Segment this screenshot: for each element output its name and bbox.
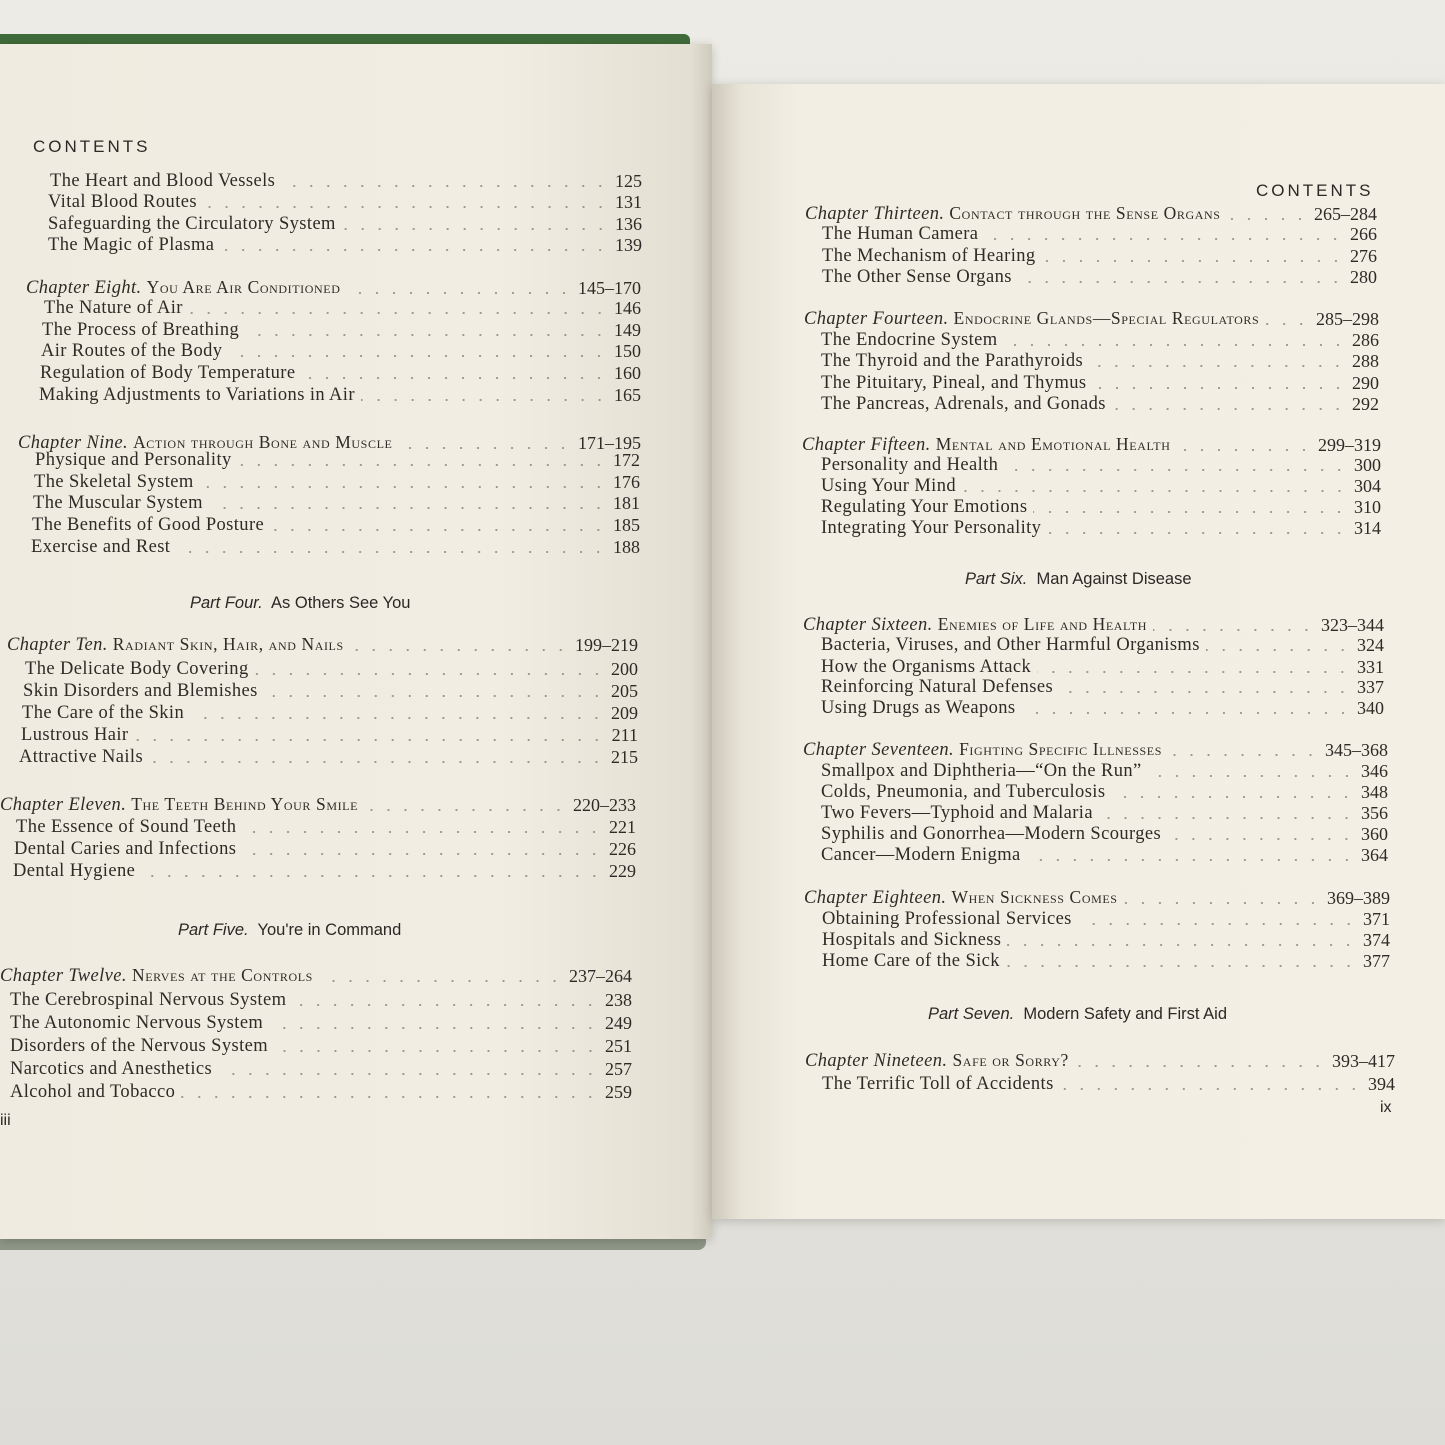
entry-title [803,739,1162,761]
entry-title: Physique and Personality [35,450,232,470]
entry-title: The Cerebrospinal Nervous System [10,990,287,1010]
left-folio: iii [0,1112,11,1129]
section-entry [822,950,1390,972]
dot-leader [269,1027,599,1029]
entry-title: Bacteria, Viruses, and Other Harmful Organisms [821,635,1200,655]
page-number: 139 [615,235,642,255]
dot-leader [1042,260,1344,262]
entry-title [26,277,341,299]
page-number: 165 [614,385,641,405]
part-label: Part Five. [178,921,249,939]
entry-title: The Nature of Air [44,298,183,318]
page-number: 346 [1361,761,1388,781]
page-number: 226 [609,839,636,859]
chapter-entry [7,634,638,656]
dot-leader [149,761,605,763]
left-contents-heading: CONTENTS [33,137,151,156]
entry-title: The Care of the Skin [22,703,185,723]
chapter-entry [803,614,1384,636]
page-number: 345–368 [1325,740,1388,760]
dot-leader [1078,923,1357,925]
entry-title: How the Organisms Attack [821,657,1032,677]
dot-leader [1112,408,1346,410]
dot-leader [209,507,607,509]
dot-leader [1089,365,1346,367]
dot-leader [1148,775,1355,777]
entry-title: The Skeletal System [34,472,194,492]
dot-leader [350,649,569,651]
chapter-title: Contact through the Sense Organs [949,203,1221,223]
section-entry [44,297,641,319]
section-entry [34,471,640,493]
section-entry [821,475,1381,497]
entry-title: Skin Disorders and Blemishes [23,681,258,701]
chapter-label: Chapter Eight. [26,278,147,298]
dot-leader [1206,649,1351,651]
page-number: 171–195 [578,433,641,453]
page-number: 285–298 [1316,309,1379,329]
part-six-heading [965,570,1192,589]
section-entry [41,340,641,362]
section-entry [35,449,640,471]
section-entry [48,234,642,256]
page-number: 146 [614,298,641,318]
dot-leader [270,529,607,531]
entry-title: Cancer—Modern Enigma [821,845,1021,865]
entry-title [805,203,1221,225]
dot-leader [1227,218,1308,220]
page-number: 393–417 [1332,1051,1395,1071]
page-number: 160 [614,363,641,383]
chapter-title: Fighting Specific Illnesses [959,739,1162,759]
dot-leader [1177,449,1312,451]
part-five-heading [178,921,401,940]
page-number: 259 [605,1082,632,1102]
section-entry [16,816,636,838]
dot-leader [1004,344,1346,346]
part-label: Part Six. [965,570,1028,588]
dot-leader [1027,859,1355,861]
section-entry [10,989,632,1011]
entry-title: The Pancreas, Adrenals, and Gonads [821,394,1106,414]
dot-leader [361,399,608,401]
entry-title: The Essence of Sound Teeth [16,817,237,837]
entry-title: Attractive Nails [19,747,144,767]
page-number: 280 [1350,267,1377,287]
section-entry [10,1081,632,1103]
section-entry [821,802,1388,824]
entry-title: The Other Sense Organs [822,267,1012,287]
page-number: 125 [615,171,642,191]
dot-leader [1099,817,1355,819]
page-number: 292 [1352,394,1379,414]
entry-title: Personality and Health [821,455,999,475]
part-title: As Others See You [271,594,411,612]
section-entry [42,319,641,341]
entry-title: Syphilis and Gonorrhea—Modern Scourges [821,824,1162,844]
chapter-title: Action through Bone and Muscle [133,432,393,452]
section-entry [821,454,1381,476]
page-number: 188 [613,537,640,557]
dot-leader [364,809,567,811]
chapter-title: Nerves at the Controls [131,965,313,985]
section-entry [821,844,1388,866]
part-title: Modern Safety and First Aid [1023,1005,1227,1023]
section-entry [821,656,1384,678]
dot-leader [1006,965,1357,967]
chapter-title: Mental and Emotional Health [935,434,1171,454]
page-number: 251 [605,1036,632,1056]
dot-leader [181,1096,599,1098]
page-number: 324 [1357,635,1384,655]
page-number: 377 [1363,951,1390,971]
section-entry [48,213,642,235]
section-entry [822,223,1377,245]
section-entry [821,634,1384,656]
chapter-title: Safe or Sorry? [952,1050,1069,1070]
chapter-title: Endocrine Glands—Special Regulators [953,308,1260,328]
dot-leader [1018,281,1344,283]
part-title: Man Against Disease [1036,570,1192,588]
dot-leader [220,249,609,251]
page-number: 364 [1361,845,1388,865]
entry-title: Reinforcing Natural Defenses [821,677,1054,697]
dot-leader [255,673,605,675]
section-entry [821,781,1388,803]
section-entry [822,908,1390,930]
page-number: 299–319 [1318,435,1381,455]
chapter-label: Chapter Eighteen. [804,888,952,908]
page-number: 356 [1361,803,1388,823]
dot-leader [200,486,607,488]
dot-leader [242,853,603,855]
page-number: 172 [613,450,640,470]
entry-title: Disorders of the Nervous System [10,1036,269,1056]
chapter-entry [804,308,1379,330]
section-entry [821,350,1379,372]
chapter-title: The Teeth Behind Your Smile [131,794,359,814]
entry-title: Obtaining Professional Services [822,909,1072,929]
section-entry [31,536,640,558]
dot-leader [141,875,603,877]
section-entry [25,658,638,680]
section-entry [23,680,638,702]
page-number: 131 [615,192,642,212]
page-number: 371 [1363,909,1390,929]
dot-leader [342,228,609,230]
chapter-label: Chapter Thirteen. [805,204,950,224]
section-entry [21,724,638,746]
chapter-title: When Sickness Comes [951,887,1118,907]
part-seven-heading [928,1005,1227,1024]
page-number: 265–284 [1314,204,1377,224]
dot-leader [301,377,608,379]
dot-leader [1167,838,1355,840]
dot-leader [190,717,605,719]
entry-title: The Process of Breathing [42,320,240,340]
dot-leader [1033,511,1348,513]
section-entry [40,362,641,384]
right-folio: ix [1380,1099,1392,1116]
dot-leader [1004,469,1348,471]
entry-title [7,634,344,656]
section-entry [22,702,638,724]
page-number: 300 [1354,455,1381,475]
dot-leader [347,292,572,294]
dot-leader [1153,629,1315,631]
page-number: 394 [1368,1074,1395,1094]
section-entry [822,245,1377,267]
entry-title [804,308,1259,330]
dot-leader [242,831,603,833]
entry-title: The Autonomic Nervous System [10,1013,264,1033]
page-number: 360 [1361,824,1388,844]
entry-title [802,434,1171,456]
page-number: 286 [1352,330,1379,350]
page-number: 181 [613,493,640,513]
chapter-label: Chapter Seventeen. [803,740,960,760]
page-number: 266 [1350,224,1377,244]
entry-title: Using Drugs as Weapons [821,698,1016,718]
chapter-entry [26,277,641,299]
page-number: 211 [611,725,638,745]
section-entry [821,496,1381,518]
section-entry [821,329,1379,351]
page-number: 150 [614,341,641,361]
entry-title: The Delicate Body Covering [25,659,249,679]
chapter-entry [0,794,636,816]
section-entry [13,860,636,882]
dot-leader [1265,323,1310,325]
entry-title [0,794,358,816]
page-number: 340 [1357,698,1384,718]
entry-title: Lustrous Hair [21,725,129,745]
dot-leader [218,1073,599,1075]
page-number: 200 [611,659,638,679]
entry-title: Smallpox and Diphtheria—“On the Run” [821,761,1142,781]
section-entry [822,1073,1395,1095]
entry-title [803,614,1147,636]
entry-title: The Benefits of Good Posture [32,515,265,535]
dot-leader [1022,712,1351,714]
entry-title: The Thyroid and the Parathyroids [821,351,1084,371]
dot-leader [319,980,563,982]
section-entry [33,492,640,514]
page-number: 276 [1350,246,1377,266]
chapter-label: Chapter Nineteen. [805,1051,953,1071]
page-number: 199–219 [575,635,638,655]
entry-title: Air Routes of the Body [41,341,223,361]
page-number: 145–170 [578,278,641,298]
chapter-label: Chapter Fourteen. [804,309,954,329]
dot-leader [238,464,607,466]
page-number: 209 [611,703,638,723]
chapter-label: Chapter Ten. [7,635,113,655]
page-number: 215 [611,747,638,767]
entry-title: Two Fevers—Typhoid and Malaria [821,803,1093,823]
entry-title: Safeguarding the Circulatory System [48,214,336,234]
dot-leader [1059,691,1351,693]
entry-title: Regulation of Body Temperature [40,363,296,383]
dot-leader [1111,796,1355,798]
section-entry [19,746,638,768]
entry-title: The Terrific Toll of Accidents [822,1074,1054,1094]
page-number: 374 [1363,930,1390,950]
dot-leader [228,355,608,357]
chapter-entry [802,434,1381,456]
chapter-label: Chapter Eleven. [0,795,132,815]
dot-leader [264,695,605,697]
page-number: 237–264 [569,966,632,986]
dot-leader [1093,387,1347,389]
dot-leader [962,490,1348,492]
page-number: 290 [1352,373,1379,393]
section-entry [821,676,1384,698]
section-entry [50,170,642,192]
section-entry [821,760,1388,782]
page-number: 331 [1357,657,1384,677]
dot-leader [984,238,1344,240]
chapter-label: Chapter Twelve. [0,966,132,986]
dot-leader [1037,671,1351,673]
section-entry [822,266,1377,288]
entry-title: Hospitals and Sickness [822,930,1002,950]
section-entry [10,1058,632,1080]
section-entry [48,191,642,213]
part-title: You're in Command [257,921,402,939]
chapter-entry [805,203,1377,225]
page-number: 149 [614,320,641,340]
chapter-label: Chapter Nine. [18,433,134,453]
entry-title: The Heart and Blood Vessels [50,171,276,191]
page-number: 323–344 [1321,615,1384,635]
page-number: 337 [1357,677,1384,697]
dot-leader [1060,1088,1362,1090]
page-number: 369–389 [1327,888,1390,908]
entry-title [804,887,1118,909]
chapter-title: You Are Air Conditioned [146,277,341,297]
page-number: 185 [613,515,640,535]
entry-title: Using Your Mind [821,476,957,496]
entry-title: Colds, Pneumonia, and Tuberculosis [821,782,1106,802]
section-entry [14,838,636,860]
page-number: 288 [1352,351,1379,371]
dot-leader [1007,944,1357,946]
page-number: 304 [1354,476,1381,496]
chapter-entry [805,1050,1395,1072]
entry-title: Narcotics and Anesthetics [10,1059,213,1079]
chapter-entry [804,887,1390,909]
chapter-title: Enemies of Life and Health [937,614,1148,634]
entry-title: Regulating Your Emotions [821,497,1028,517]
entry-title: The Pituitary, Pineal, and Thymus [821,373,1087,393]
section-entry [821,823,1388,845]
chapter-entry [0,965,632,987]
section-entry [10,1035,632,1057]
section-entry [821,372,1379,394]
section-entry [821,697,1384,719]
dot-leader [274,1050,599,1052]
dot-leader [292,1004,599,1006]
dot-leader [203,206,609,208]
page-number: 257 [605,1059,632,1079]
section-entry [32,514,640,536]
page-number: 249 [605,1013,632,1033]
right-contents-heading: CONTENTS [1256,181,1374,200]
page-number: 205 [611,681,638,701]
entry-title: Making Adjustments to Variations in Air [39,385,355,405]
part-label: Part Seven. [928,1005,1015,1023]
page-number: 220–233 [573,795,636,815]
entry-title: Exercise and Rest [31,537,171,557]
chapter-entry [803,739,1388,761]
entry-title [0,965,313,987]
section-entry [821,517,1381,539]
page-number: 314 [1354,518,1381,538]
page-number: 136 [615,214,642,234]
page-number: 348 [1361,782,1388,802]
entry-title: Dental Hygiene [13,861,136,881]
entry-title: The Magic of Plasma [48,235,215,255]
section-entry [822,929,1390,951]
page-number: 221 [609,817,636,837]
dot-leader [176,551,607,553]
entry-title: Dental Caries and Infections [14,839,237,859]
entry-title: Home Care of the Sick [822,951,1000,971]
entry-title: The Endocrine System [821,330,998,350]
page-number: 310 [1354,497,1381,517]
dot-leader [1047,532,1348,534]
dot-leader [134,739,605,741]
entry-title: Integrating Your Personality [821,518,1042,538]
section-entry [39,384,641,406]
dot-leader [1124,902,1321,904]
section-entry [10,1012,632,1034]
entry-title [805,1050,1069,1072]
chapter-label: Chapter Fifteen. [802,435,936,455]
entry-title: The Human Camera [822,224,979,244]
part-four-heading [190,594,410,613]
chapter-label: Chapter Sixteen. [803,615,938,635]
dot-leader [1168,754,1319,756]
dot-leader [245,334,608,336]
page-number: 238 [605,990,632,1010]
entry-title: Alcohol and Tobacco [10,1082,176,1102]
section-entry [821,393,1379,415]
entry-title: The Mechanism of Hearing [822,246,1036,266]
entry-title: The Muscular System [33,493,203,513]
entry-title: Vital Blood Routes [48,192,197,212]
dot-leader [1075,1065,1326,1067]
part-label: Part Four. [190,594,263,612]
dot-leader [281,185,609,187]
chapter-title: Radiant Skin, Hair, and Nails [112,634,344,654]
dot-leader [189,312,608,314]
page-number: 229 [609,861,636,881]
page-number: 176 [613,472,640,492]
